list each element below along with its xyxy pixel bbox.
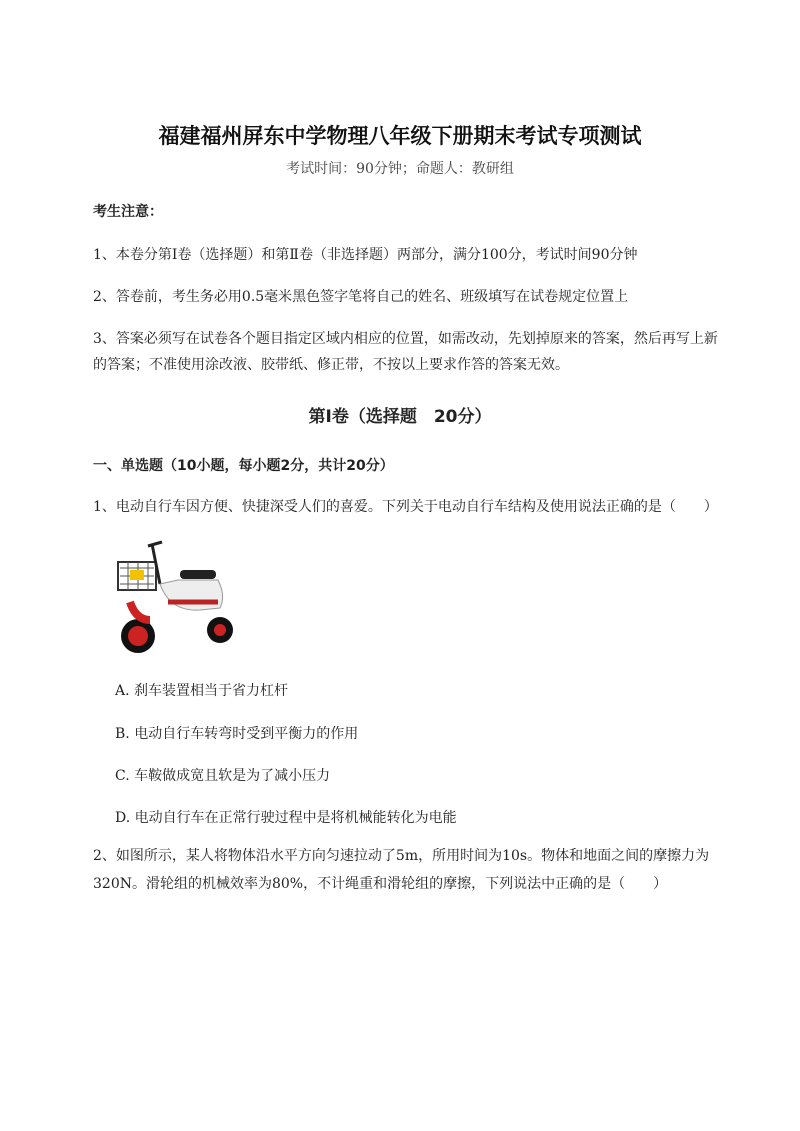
notice-item: 的答案；不准使用涂改液、胶带纸、修正带，不按以上要求作答的答案无效。 [93,357,569,373]
option-a[interactable]: A. 刹车装置相当于省力杠杆 [115,683,289,699]
question-2-stem: 2、如图所示，某人将物体沿水平方向匀速拉动了5m，所用时间为10s。物体和地面之间的摩擦力为 [93,848,710,864]
electric-bike-image [108,532,238,660]
question-2-stem: 320N。滑轮组的机械效率为80%，不计绳重和滑轮组的摩擦，下列说法中正确的是（ ） [93,876,668,892]
part-heading: 一、单选题（10小题，每小题2分，共计20分） [93,458,394,474]
option-d[interactable]: D. 电动自行车在正常行驶过程中是将机械能转化为电能 [115,810,457,826]
exam-info: 考试时间：90分钟；命题人：教研组 [286,161,514,177]
notice-heading: 考生注意： [93,204,163,220]
question-1-stem: 1、电动自行车因方便、快捷深受人们的喜爱。下列关于电动自行车结构及使用说法正确的是（ ） [93,499,718,515]
notice-item: 1、本卷分第I卷（选择题）和第Ⅱ卷（非选择题）两部分，满分100分，考试时间90分钟 [93,247,638,263]
notice-item: 3、答案必须写在试卷各个题目指定区域内相应的位置，如需改动，先划掉原来的答案，然后再写上新 [93,331,718,347]
option-b[interactable]: B. 电动自行车转弯时受到平衡力的作用 [115,726,359,742]
section-title: 第I卷（选择题 20分） [308,407,492,427]
page-title: 福建福州屏东中学物理八年级下册期末考试专项测试 [158,124,642,148]
notice-item: 2、答卷前，考生务必用0.5毫米黑色签字笔将自己的姓名、班级填写在试卷规定位置上 [93,289,629,305]
option-c[interactable]: C. 车鞍做成宽且软是为了减小压力 [115,768,331,784]
